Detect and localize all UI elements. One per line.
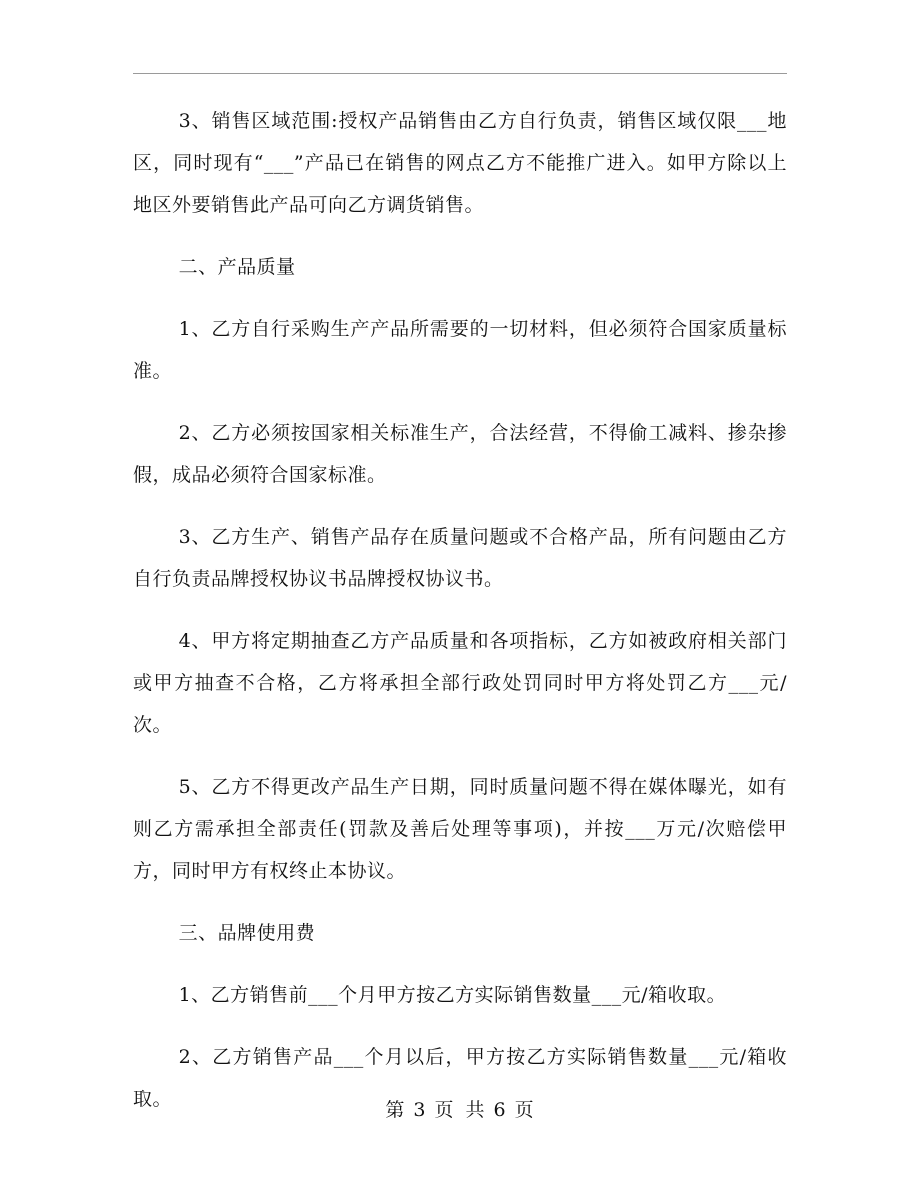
footer-suffix: 页 [514,1099,535,1121]
document-body [133,100,787,1140]
paragraph-fee-2: 2、乙方销售产品___个月以后，甲方按乙方实际销售数量___元/箱收取。 [133,1046,787,1110]
footer-total-pages: 6 [493,1099,507,1121]
footer-prefix: 第 [385,1099,406,1121]
paragraph-quality-5: 5、乙方不得更改产品生产日期，同时质量问题不得在媒体曝光，如有则乙方需承担全部责任(罚款及善后处理等事项)，并按___万元/次赔偿甲方，同时甲方有权终止本协议。 [133,776,787,882]
paragraph-quality-2: 2、乙方必须按国家相关标准生产，合法经营，不得偷工减料、掺杂掺假，成品必须符合国家标准。 [133,422,787,486]
paragraph-quality-3: 3、乙方生产、销售产品存在质量问题或不合格产品，所有问题由乙方自行负责品牌授权协议书品牌授权协议书。 [133,526,787,590]
section-heading-brand-fee: 三、品牌使用费 [178,922,316,944]
paragraph-quality-4: 4、甲方将定期抽查乙方产品质量和各项指标，乙方如被政府相关部门或甲方抽查不合格，乙方将承担全部行政处罚同时甲方将处罚乙方___元/次。 [133,630,787,736]
section-heading-product-quality: 二、产品质量 [178,256,296,278]
paragraph-sales-region: 3、销售区域范围:授权产品销售由乙方自行负责，销售区域仅限___地区，同时现有“___”产品已在销售的网点乙方不能推广进入。如甲方除以上地区外要销售此产品可向乙方调货销售。 [133,110,787,216]
footer-current-page: 3 [413,1099,427,1121]
paragraph-quality-1: 1、乙方自行采购生产产品所需要的一切材料，但必须符合国家质量标准。 [133,318,787,382]
paragraph-fee-1: 1、乙方销售前___个月甲方按乙方实际销售数量___元/箱收取。 [178,984,727,1006]
footer-middle: 页 共 [434,1099,486,1121]
page-footer [0,1095,920,1122]
header-rule [133,73,787,74]
